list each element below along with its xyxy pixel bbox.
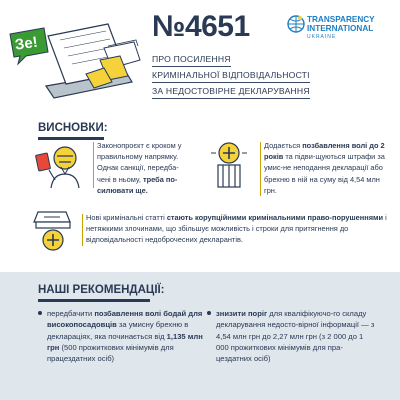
conclusions-title: ВИСНОВКИ:: [38, 122, 108, 134]
logo-line3: UKRAINE: [307, 34, 337, 40]
divider: [260, 142, 261, 196]
recommendations-underline: [38, 299, 150, 302]
globe-icon: [287, 14, 305, 42]
conclusion-emphasis: стають корупційними кримінальними право-порушеннями: [166, 213, 384, 222]
conclusion-emphasis: треба по-силювати ще.: [97, 174, 178, 195]
recommendation-item-2: [207, 308, 375, 364]
recommendation-text: для кваліфікуючо-го складу декларування недосто-вірної інформації — з 4,54 млн грн до 2,27 млн грн (з 2 000 до 1 000 прожиткових мінімумів для пра-цездатних осіб): [216, 309, 375, 364]
badge-text: Зе!: [13, 33, 39, 54]
logo-line2: INTERNATIONAL: [307, 24, 374, 33]
recommendations-title: НАШІ РЕКОМЕНДАЦІЇ:: [38, 284, 165, 296]
conclusion-text: Законопроєкт є кроком у правильному напрямку. Однак санкції, передба-чені в ньому,: [97, 141, 182, 184]
logo-line1: TRANSPARENCY: [307, 15, 375, 24]
law-book-plus-icon: [32, 208, 74, 252]
conclusion-text: Нові кримінальні статті: [86, 213, 167, 222]
recommendation-emphasis: 1,135 млн грн: [47, 331, 203, 352]
recommendation-text: передбачити: [47, 309, 95, 318]
transparency-international-logo: [287, 14, 397, 42]
recommendation-item-1: [38, 308, 204, 364]
conclusion-text: та підви-щуються штрафи за умис-не неподання декларації або брехню в ній на суму від 4,54 млн грн.: [264, 152, 385, 195]
conclusion-item-3: [86, 212, 388, 246]
recommendation-emphasis: позбавлення волі бодай для високопосадовців: [47, 309, 203, 330]
conclusion-item-1: [97, 140, 192, 196]
conclusion-text: і нетяжкими злочинами, що збільшує можливість і строки для притягнення до відповідальності недоброчесних декларантів.: [86, 213, 387, 245]
subtitle-line: КРИМІНАЛЬНОЇ ВІДПОВІДАЛЬНОСТІ: [152, 68, 310, 83]
recommendation-text: (500 прожиткових мінімумів для працездатних осіб): [47, 342, 174, 364]
conclusion-item-2: [264, 140, 390, 196]
document-subtitle: [152, 52, 332, 100]
conclusion-emphasis: позбавлення волі до 2 років: [264, 141, 385, 162]
prison-bars-plus-icon: [210, 141, 248, 189]
subtitle-line: ПРО ПОСИЛЕННЯ: [152, 52, 231, 67]
referee-red-card-icon: [35, 140, 85, 190]
bullet: [207, 311, 211, 315]
divider: [93, 142, 94, 188]
subtitle-line: ЗА НЕДОСТОВІРНЕ ДЕКЛАРУВАННЯ: [152, 84, 310, 99]
recommendation-emphasis: знизити поріг: [216, 309, 268, 318]
recommendation-text: за умисну брехню в деклараціях, яка починається від: [47, 320, 189, 341]
conclusion-text: Додається: [264, 141, 303, 150]
laptop-documents-illustration: [8, 16, 142, 106]
divider: [82, 214, 83, 246]
document-number: №4651: [152, 10, 250, 43]
bullet: [38, 311, 42, 315]
